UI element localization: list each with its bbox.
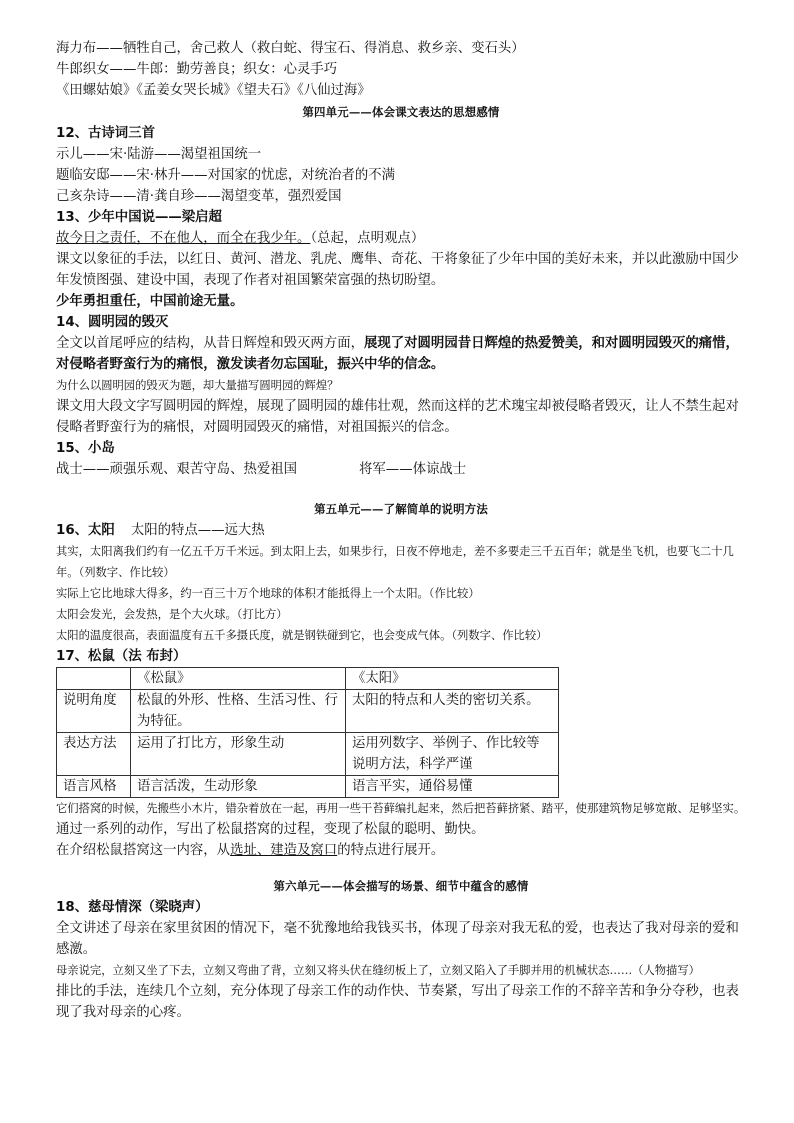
paragraph-start: 全文以首尾呼应的结构，从昔日辉煌和毁灭两方面， [56,336,364,351]
text-part: 的特点进行展开。 [337,843,445,858]
lesson-15-title: 15、小岛 [56,441,115,456]
unit-6-heading: 第六单元——体会描写的场景、细节中蕴含的感情 [273,879,529,893]
poem-line: 己亥杂诗——清·龚自珍——渴望变革，强烈爱国 [56,189,342,204]
paragraph: 全文讲述了母亲在家里贫困的情况下，毫不犹豫地给我钱买书，体现了母亲对我无私的爱，也表达了我对母亲的爱和感激。 [56,921,739,957]
bold-summary: 少年勇担重任，中国前途无量。 [56,294,244,309]
paragraph: 排比的手法，连续几个立刻，充分体现了母亲工作的动作快、节奏紧，写出了母亲工作的不辞辛苦和争分夺秒，也表现了我对母亲的心疼。 [56,984,739,1020]
key-sentence [56,228,746,249]
comparison-table [56,667,559,798]
text-line: 《田螺姑娘》《孟姜女哭长城》《望夫石》《八仙过海》 [56,83,371,98]
soldier-text: 战士——顽强乐观、艰苦守岛、热爱祖国 [56,462,298,477]
lesson-16-feature: 太阳的特点——远大热 [130,523,265,538]
question: 为什么以圆明园的毁灭为题，却大量描写圆明园的辉煌？ [56,379,339,392]
table-row [57,733,559,776]
table-row [57,776,559,798]
example-sentence: 其实，太阳离我们约有一亿五千万千米远。到太阳上去，如果步行，日夜不停地走，差不多要走三千五百年；就是坐飞机，也要飞二十几年。（列数字、作比较） [56,545,734,579]
paragraph: 课文以象征的手法，以红日、黄河、潜龙、乳虎、鹰隼、奇花、干将象征了少年中国的美好未来，并以此激励中国少年发愤图强、建设中国，表现了作者对祖国繁荣富强的热切盼望。 [56,252,739,288]
underlined-text: 选址、建造及窝口 [230,843,338,858]
text-line: 牛郎织女——牛郎：勤劳善良；织女：心灵手巧 [56,62,338,77]
table-cell: 表达方法 [57,733,131,776]
paragraph [56,333,746,375]
unit-4-heading: 第四单元——体会课文表达的思想感情 [302,105,500,119]
example-sentence: 实际上它比地球大得多，约一百三十万个地球的体积才能抵得上一个太阳。（作比较） [56,587,480,600]
table-cell: 《松鼠》 [131,668,346,690]
lesson-16-title [56,520,746,541]
lesson-16-name: 16、太阳 [56,523,115,538]
table-cell [57,668,131,690]
lesson-12-title: 12、古诗词三首 [56,126,155,141]
general-text: 将军——体谅战士 [359,462,467,477]
poem-line: 题临安邸——宋·林升——对国家的忧虑，对统治者的不满 [56,168,396,183]
table-row [57,690,559,733]
text-line [56,840,746,861]
table-cell: 太阳的特点和人类的密切关系。 [346,690,559,733]
text-line: 海力布——牺牲自己，舍己救人（救白蛇、得宝石、得消息、救乡亲、变石头） [56,41,525,56]
text-part: 在介绍松鼠搭窝这一内容，从 [56,843,231,858]
document-page [56,38,746,1023]
underlined-sentence: 故今日之责任，不在他人，而全在我少年。 [56,231,311,246]
table-cell: 说明角度 [57,690,131,733]
lesson-13-title: 13、少年中国说——梁启超 [56,210,222,225]
example-sentence: 太阳的温度很高，表面温度有五千多摄氏度，就是钢铁碰到它，也会变成气体。（列数字、作比较） [56,629,548,642]
lesson-17-title: 17、松鼠（法 布封） [56,649,187,664]
table-cell: 运用了打比方，形象生动 [131,733,346,776]
lesson-14-title: 14、圆明园的毁灭 [56,315,169,330]
example-sentence: 母亲说完，立刻又坐了下去，立刻又弯曲了背，立刻又将头伏在缝纫板上了，立刻又陷入了手脚并用的机械状态……（人物描写） [56,964,700,977]
sentence-note: （总起，点明观点） [310,231,425,246]
lesson-18-title: 18、慈母情深（梁晓声） [56,900,209,915]
example-sentence: 它们搭窝的时候，先搬些小木片，错杂着放在一起，再用一些干苔藓编扎起来，然后把苔藓挤紧、踏平，使那建筑物足够宽敞、足够坚实。 [56,802,746,815]
unit-5-heading: 第五单元——了解简单的说明方法 [314,502,488,516]
text-line: 通过一系列的动作，写出了松鼠搭窝的过程，变现了松鼠的聪明、勤快。 [56,822,485,837]
paragraph-bold: 展现了对圆明园昔日辉煌的热爱赞美，和对圆明园毁灭的痛惜，对侵略者野蛮行为的痛恨，激发读者勿忘国耻，振兴中华的信念。 [56,336,739,372]
poem-line: 示儿——宋·陆游——渴望祖国统一 [56,147,262,162]
example-sentence: 太阳会发光，会发热，是个大火球。（打比方） [56,608,288,621]
table-cell: 松鼠的外形、性格、生活习性、行为特征。 [131,690,346,733]
table-cell: 语言活泼，生动形象 [131,776,346,798]
table-header-row [57,668,559,690]
table-cell: 语言风格 [57,776,131,798]
table-cell: 《太阳》 [346,668,559,690]
table-cell: 语言平实，通俗易懂 [346,776,559,798]
table-cell: 运用列数字、举例子、作比较等说明方法，科学严谨 [346,733,559,776]
text-line [56,459,746,480]
paragraph: 课文用大段文字写圆明园的辉煌，展现了圆明园的雄伟壮观，然而这样的艺术瑰宝却被侵略者毁灭，让人不禁生起对侵略者野蛮行为的痛恨，对圆明园毁灭的痛惜，对祖国振兴的信念。 [56,399,739,435]
